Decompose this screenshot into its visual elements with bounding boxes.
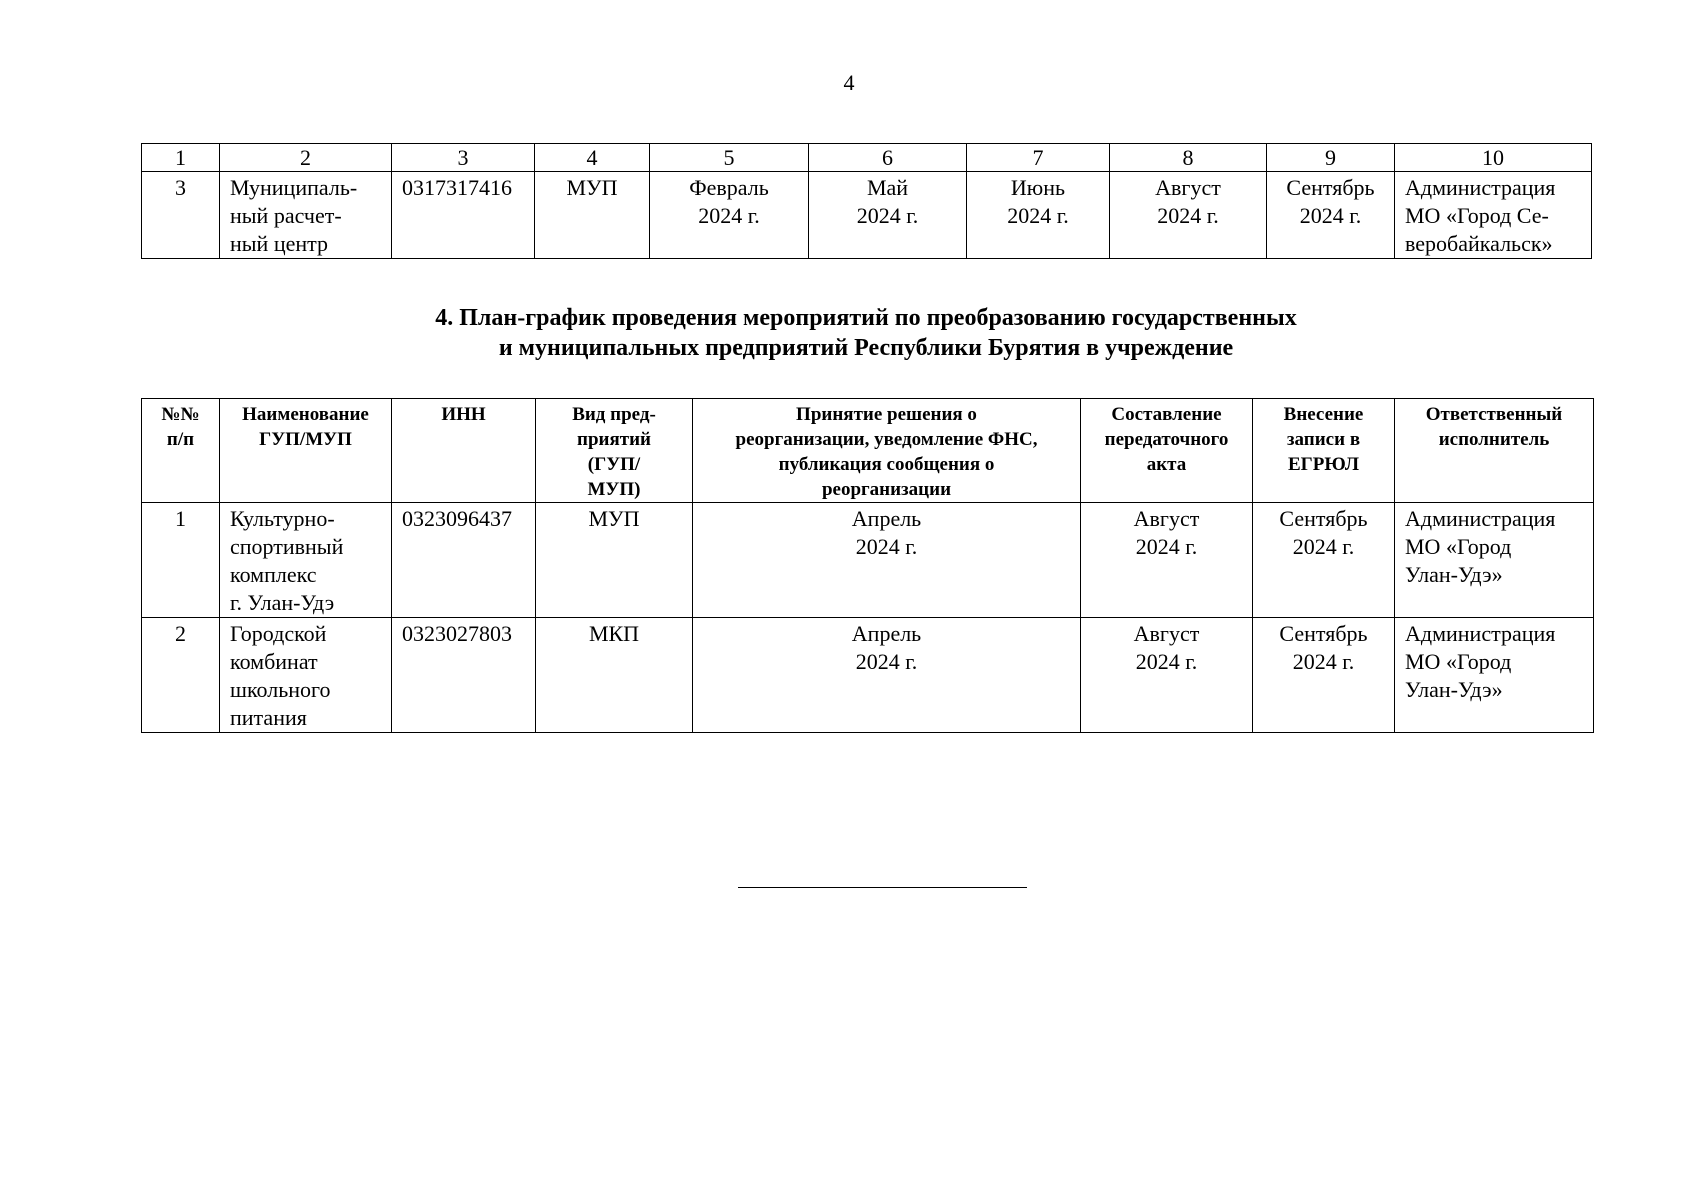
column-number: 9 bbox=[1267, 144, 1395, 172]
header-responsible: Ответственный исполнитель bbox=[1395, 399, 1594, 503]
table-continued bbox=[141, 143, 1592, 259]
end-of-document-line bbox=[738, 887, 1027, 888]
decision-date: Апрель 2024 г. bbox=[693, 503, 1081, 618]
date-cell: Февраль 2024 г. bbox=[650, 172, 809, 259]
decision-date: Апрель 2024 г. bbox=[693, 618, 1081, 733]
header-decision: Принятие решения о реорганизации, уведомление ФНС, публикация сообщения о реорганизации bbox=[693, 399, 1081, 503]
responsible-executor: Администрация МО «Город Улан-Удэ» bbox=[1395, 503, 1594, 618]
row-number: 2 bbox=[142, 618, 220, 733]
column-number: 8 bbox=[1110, 144, 1267, 172]
responsible-executor: Администрация МО «Город Улан-Удэ» bbox=[1395, 618, 1594, 733]
column-number: 10 bbox=[1395, 144, 1592, 172]
section-heading: 4. План-график проведения мероприятий по преобразованию государственных и муниципальных предприятий Республики Бурятия в учреждение bbox=[435, 305, 1297, 361]
enterprise-type: МКП bbox=[536, 618, 693, 733]
inn: 0323027803 bbox=[392, 618, 536, 733]
header-type: Вид пред- приятий (ГУП/ МУП) bbox=[536, 399, 693, 503]
inn: 0323096437 bbox=[392, 503, 536, 618]
enterprise-name: Городской комбинат школьного питания bbox=[220, 618, 392, 733]
row-number: 3 bbox=[142, 172, 220, 259]
date-cell: Июнь 2024 г. bbox=[967, 172, 1110, 259]
column-number: 1 bbox=[142, 144, 220, 172]
egrul-date: Сентябрь 2024 г. bbox=[1253, 503, 1395, 618]
row-number: 1 bbox=[142, 503, 220, 618]
column-number: 6 bbox=[809, 144, 967, 172]
header-row bbox=[142, 399, 1594, 503]
enterprise-name: Муниципаль- ный расчет- ный центр bbox=[220, 172, 392, 259]
date-cell: Сентябрь 2024 г. bbox=[1267, 172, 1395, 259]
table-row bbox=[142, 618, 1594, 733]
plan-schedule-table bbox=[141, 398, 1594, 733]
column-number: 4 bbox=[535, 144, 650, 172]
responsible-executor: Администрация МО «Город Се- веробайкальск» bbox=[1395, 172, 1592, 259]
column-number: 2 bbox=[220, 144, 392, 172]
date-cell: Май 2024 г. bbox=[809, 172, 967, 259]
enterprise-type: МУП bbox=[536, 503, 693, 618]
header-name: Наименование ГУП/МУП bbox=[220, 399, 392, 503]
column-number: 7 bbox=[967, 144, 1110, 172]
header-num: №№ п/п bbox=[142, 399, 220, 503]
header-inn: ИНН bbox=[392, 399, 536, 503]
date-cell: Август 2024 г. bbox=[1110, 172, 1267, 259]
enterprise-type: МУП bbox=[535, 172, 650, 259]
table-row bbox=[142, 503, 1594, 618]
header-act: Составление передаточного акта bbox=[1081, 399, 1253, 503]
page-number: 4 bbox=[843, 70, 855, 95]
column-numbers-row bbox=[142, 144, 1592, 172]
egrul-date: Сентябрь 2024 г. bbox=[1253, 618, 1395, 733]
act-date: Август 2024 г. bbox=[1081, 503, 1253, 618]
header-egrul: Внесение записи в ЕГРЮЛ bbox=[1253, 399, 1395, 503]
enterprise-name: Культурно- спортивный комплекс г. Улан-Удэ bbox=[220, 503, 392, 618]
column-number: 5 bbox=[650, 144, 809, 172]
table-row bbox=[142, 172, 1592, 259]
inn: 0317317416 bbox=[392, 172, 535, 259]
act-date: Август 2024 г. bbox=[1081, 618, 1253, 733]
column-number: 3 bbox=[392, 144, 535, 172]
